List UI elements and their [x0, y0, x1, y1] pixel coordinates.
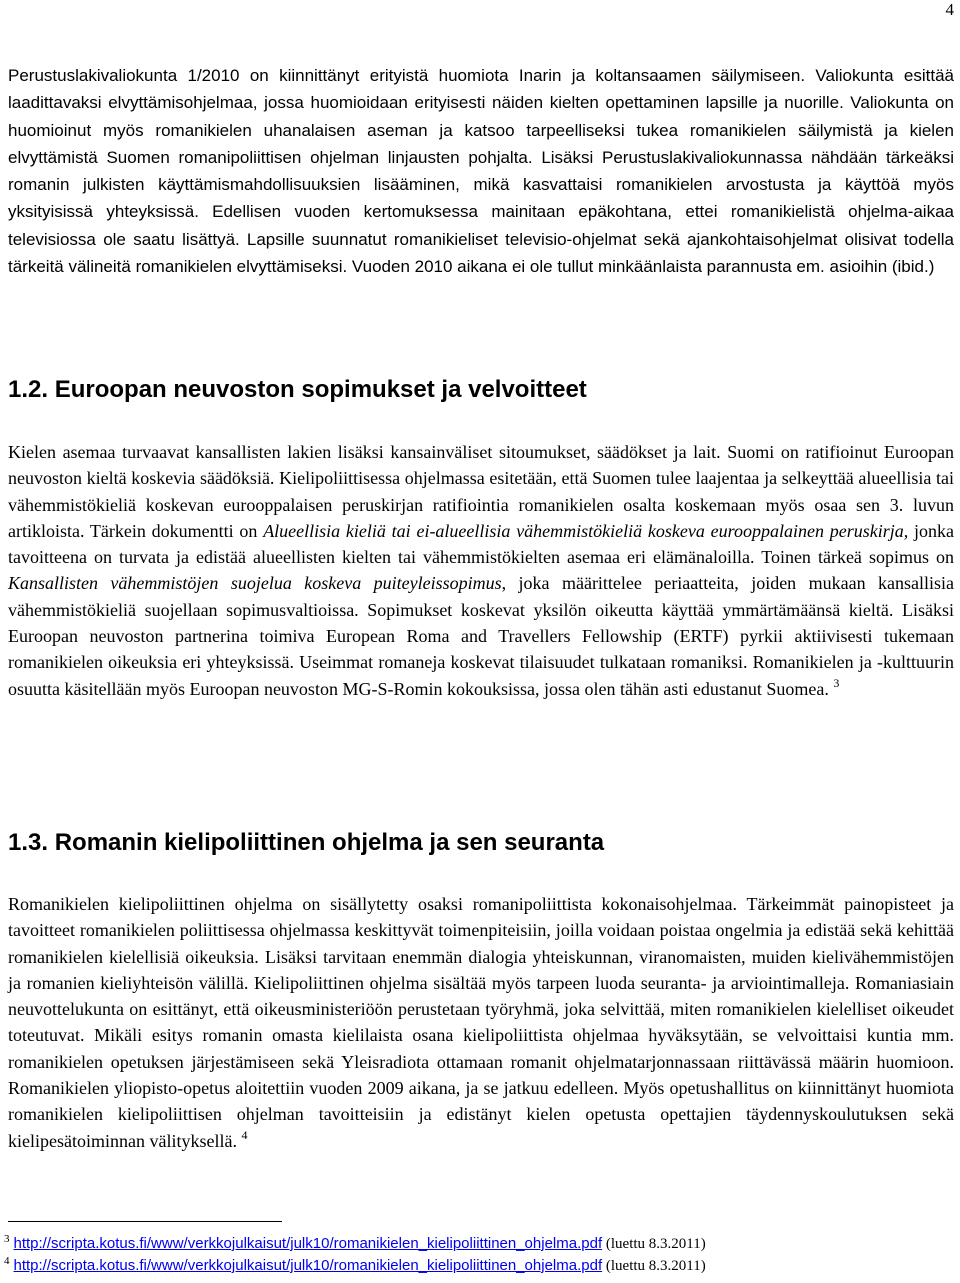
section-heading-1-2: 1.2. Euroopan neuvoston sopimukset ja velvoitteet — [8, 376, 587, 403]
paragraph-intro-sentence-4: Lapsille suunnatut romanikieliset televisio-ohjelmat sekä ajankohtaisohjelmat olisivat todella tärkeitä välineitä romanikielen elvyttämiseksi. Vuoden 2010 aikana ei ole tullut minkäänlaista parannusta em. asioihin (ibid.) — [8, 229, 955, 277]
paragraph-language-policy — [8, 891, 954, 1154]
charter-title: Alueellisia kieliä tai ei-alueellisia vähemmistökieliä koskeva eurooppalainen peruskirja, — [263, 520, 909, 541]
section-heading-1-3: 1.3. Romanin kielipoliittinen ohjelma ja sen seuranta — [8, 829, 605, 856]
paragraph-text: Kielen asemaa turvaavat kansallisten lakien lisäksi kansainväliset sitoumukset, säädökset ja lait. Suomi on ratifioinut Euroopan neuvoston kieltä koskevia säädöksiä. — [8, 442, 954, 489]
paragraph-council-agreements — [8, 439, 954, 702]
convention-title: Kansallisten vähemmistöjen suojelua koskeva puiteyleissopimus — [8, 573, 502, 594]
paragraph-text: Romanikielen kielipoliittinen ohjelma on sisällytetty osaksi romanipoliittista kokonaisohjelmaa. Tärkeimmät painopisteet ja tavoitteet romanikielen poliittisessa ohjelmassa keskittyvät toimenpiteisiin, joilla voidaan poistaa ongelmia ja edistää sekä kehittää romanikielen kielellisiä oikeuksia. Lisäksi tarvitaan enemmän dialogia yhteiskunnan, viranomaisten, muiden kielivähemmistöjen ja romanien kieliyhteisön välillä. Kielipoliittinen ohjelma sisältää myös tarpeen luoda seuranta- ja arviointimalleja. Romaniasiain neuvottelukunta on esittänyt, että oikeusministeriöön perustetaan työryhmä, joka selvittää, miten romanikielen kielelliset oikeudet toteutuvat. Mikäli esitys romanin omasta kielilaista osana kielipoliittista ohjelmaa hyväksytään, se velvoittaisi kuntia mm. romanikielen opetuksen järjestämiseen sekä Yleisradiota ottamaan romanit ohjelmatarjonnassaan riittävässä määrin huomioon. Romanikielen yliopisto-opetus aloitettiin vuoden 2009 aikana, ja se jatkuu edelleen. Myös opetushallitus on kiinnittänyt huomiota romanikielen kielipoliittisen ohjelman tavoitteisiin ja edistänyt kielen opetusta opettajien täydennyskoulutuksen sekä kielipesätoiminnan välityksellä. — [8, 894, 954, 1151]
paragraph-intro — [8, 62, 954, 280]
paragraph-intro-sentence-3: Edellisen vuoden kertomuksessa mainitaan epäkohtana, ettei romanikielistä ohjelma-aikaa televisiossa ole saatu lisättyä. — [8, 202, 954, 249]
footnote-mark: 3 — [4, 1233, 10, 1245]
paragraph-intro-sentence-1: Perustuslakivaliokunta 1/2010 on kiinnittänyt erityistä huomiota Inarin ja koltansaamen säilymiseen. Valiokunta esittää laadittavaksi elvyttämisohjelmaa, jossa huomioidaan erityisesti näiden kielten opettaminen lapsille ja nuorille. — [8, 66, 954, 113]
paragraph-text: , joka määrittelee periaatteita, joiden mukaan kansallisia vähemmistökieliä suojellaan sopimusvaltioissa. Sopimukset koskevat yksilön oikeutta käyttää ymmärtämäänsä kieltä. Lisäksi Euroopan neuvoston partnerina toimiva European Roma and Travellers Fellowship (ERTF) pyrkii aktiivisesti tukemaan romanikielen oikeuksia eri yhteyksissä. Useimmat romaneja koskevat tilaisuudet tulkataan romaniksi. Romanikielen ja -kulttuurin osuutta käsitellään myös Euroopan neuvoston MG-S-Romin kokouksissa, jossa olen tähän asti edustanut Suomea. — [8, 573, 954, 699]
footnote-divider — [8, 1221, 282, 1222]
paragraph-intro-sentence-2: Valiokunta on huomioinut myös romanikielen uhanalaisen aseman ja katsoo tarpeelliseksi tukea romanikielen säilymistä ja kielen elvyttämistä Suomen romanipoliittisen ohjelman linjausten pohjalta. Lisäksi Perustuslakivaliokunnassa nähdään tärkeäksi romanin julkisten käyttämismahdollisuuksien lisääminen, mikä kasvattaisi romanikielen arvostusta ja käyttöä myös yksityisissä yhteyksissä. — [8, 93, 954, 222]
footnote-link[interactable]: http://scripta.kotus.fi/www/verkkojulkaisut/julk10/romanikielen_kielipoliittinen_ohjelma.pdf — [13, 1235, 603, 1252]
footnote-accessed-note: (luettu 8.3.2011) — [602, 1236, 706, 1252]
paragraph-text: Kielipoliittisessa ohjelmassa esitetään, että Suomen tulee laajentaa ja selkeyttää alueellisia tai vähemmistökieliä koskevan eurooppalaisen peruskirjan ratifiointia romanikielen osalta koskemaan myös osaa sen 3. luvun artikloista. Tärkein dokumentti on — [8, 468, 954, 541]
footnote-3 — [4, 1235, 706, 1253]
footnote-ref-3[interactable]: 3 — [833, 675, 840, 690]
footnote-mark: 4 — [4, 1255, 10, 1267]
footnote-ref-4[interactable]: 4 — [241, 1127, 248, 1142]
footnote-link[interactable]: http://scripta.kotus.fi/www/verkkojulkaisut/julk10/romanikielen_kielipoliittinen_ohjelma.pdf — [13, 1257, 603, 1274]
footnote-4 — [4, 1257, 706, 1275]
footnote-accessed-note: (luettu 8.3.2011) — [602, 1258, 706, 1274]
page-number: 4 — [945, 0, 954, 19]
paragraph-text: jonka tavoitteena on turvata ja edistää alueellisten kielten tai vähemmistökielten asemaa eri elämänaloilla. Toinen tärkeä sopimus on — [8, 520, 954, 568]
